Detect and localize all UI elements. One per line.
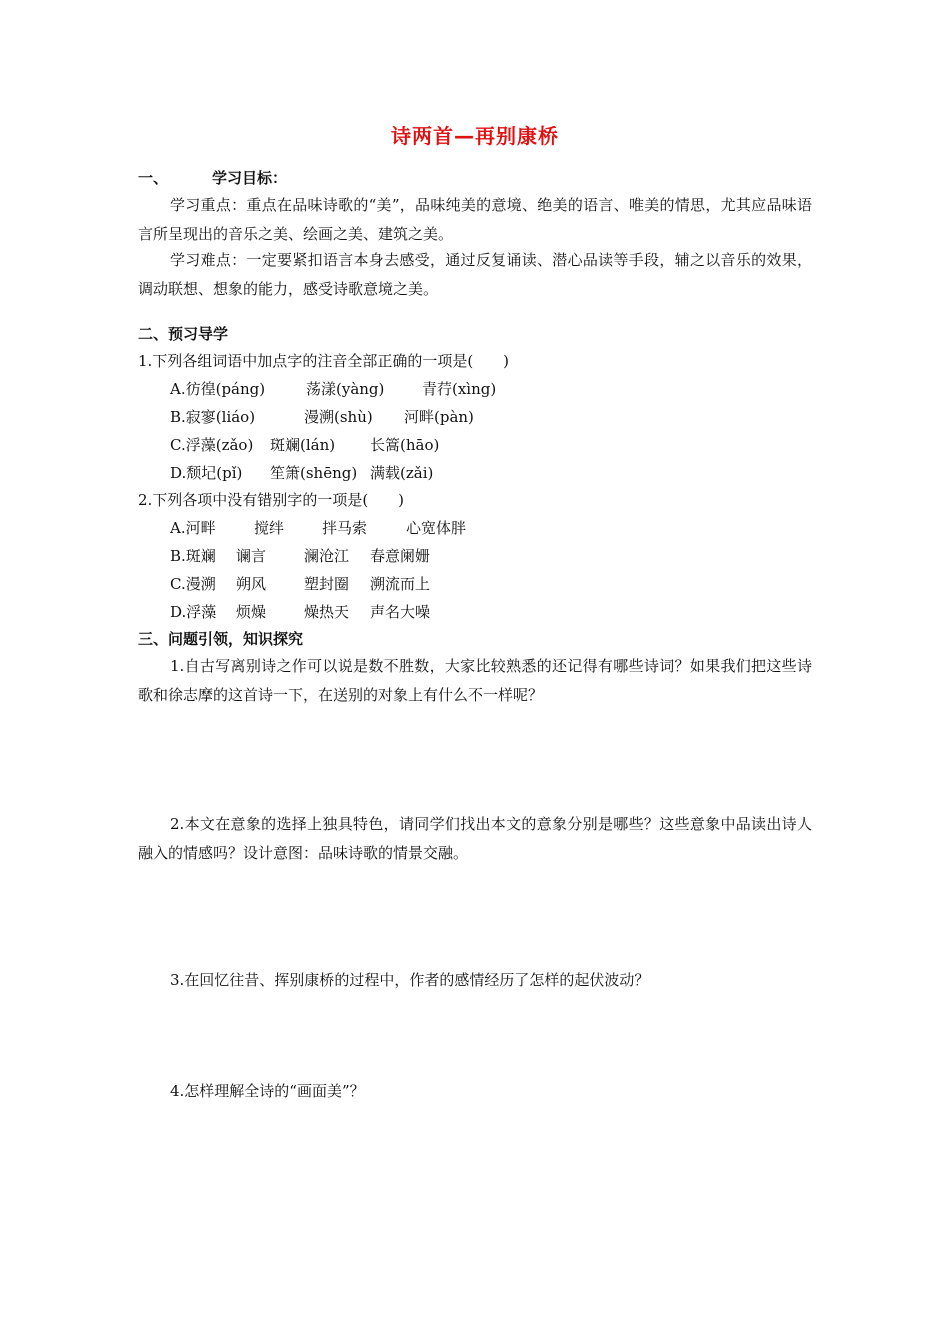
option-word: 满载(zǎi) xyxy=(370,464,434,482)
option-word: C.浮藻(zǎo) xyxy=(170,436,254,454)
section-1-heading: 学习目标： xyxy=(212,169,288,187)
option-word: 朔风 xyxy=(236,575,267,593)
option-word: 澜沧江 xyxy=(304,547,350,565)
option-word: 拌马索 xyxy=(322,519,368,537)
option-word: 烦燥 xyxy=(236,603,267,621)
option-word: 溯流而上 xyxy=(370,575,431,593)
inquiry-question-4: 4.怎样理解全诗的“画面美”？ xyxy=(170,1082,365,1100)
question-1-option-c xyxy=(170,435,439,455)
option-word: 荡漾(yàng) xyxy=(306,380,385,398)
section-2-heading: 二、预习导学 xyxy=(138,325,229,343)
section-1-number: 一、 xyxy=(138,169,169,187)
question-2-option-b xyxy=(170,546,430,566)
question-2-stem: 2.下列各项中没有错别字的一项是( ) xyxy=(138,491,405,509)
option-word: 谰言 xyxy=(236,547,267,565)
option-word: B.斑斓 xyxy=(170,547,216,565)
option-word: 笙箫(shēng) xyxy=(270,464,358,482)
page-title: 诗两首—再别康桥 xyxy=(391,124,559,148)
question-2-option-d xyxy=(170,602,430,622)
question-1-stem: 1.下列各组词语中加点字的注音全部正确的一项是( ) xyxy=(138,352,510,370)
option-word: D.浮藻 xyxy=(170,603,217,621)
question-1-option-b xyxy=(170,407,474,427)
option-word: C.漫溯 xyxy=(170,575,216,593)
option-word: 心宽体胖 xyxy=(406,519,467,537)
question-2-option-a xyxy=(170,518,466,538)
option-word: 青荇(xìng) xyxy=(422,380,497,398)
question-1-option-a xyxy=(170,379,496,399)
option-word: A.彷徨(páng) xyxy=(170,380,266,398)
inquiry-question-3: 3.在回忆往昔、挥别康桥的过程中，作者的感情经历了怎样的起伏波动？ xyxy=(170,971,650,989)
option-word: D.颓圮(pǐ) xyxy=(170,464,243,482)
section-3-heading: 三、问题引领，知识探究 xyxy=(138,630,304,648)
option-word: B.寂寥(liáo) xyxy=(170,408,256,426)
option-word: 河畔(pàn) xyxy=(404,408,474,426)
option-word: 斑斓(lán) xyxy=(270,436,336,454)
option-word: 塑封圈 xyxy=(304,575,350,593)
option-word: 声名大噪 xyxy=(370,603,431,621)
option-word: 春意阑姗 xyxy=(370,547,431,565)
option-word: 搅绊 xyxy=(254,519,285,537)
inquiry-question-1: 1.自古写离别诗之作可以说是数不胜数，大家比较熟悉的还记得有哪些诗词？如果我们把这些诗歌和徐志摩的这首诗一下，在送别的对象上有什么不一样呢？ xyxy=(138,657,812,704)
learning-focus: 学习重点：重点在品味诗歌的“美”，品味纯美的意境、绝美的语言、唯美的情思，尤其应品味语言所呈现出的音乐之美、绘画之美、建筑之美。 xyxy=(138,196,812,243)
option-word: 漫溯(shù) xyxy=(304,408,373,426)
option-word: 燥热天 xyxy=(304,603,350,621)
option-word: 长篙(hāo) xyxy=(370,436,440,454)
learning-difficulty: 学习难点：一定要紧扣语言本身去感受，通过反复诵读、潜心品读等手段，辅之以音乐的效果，调动联想、想象的能力，感受诗歌意境之美。 xyxy=(138,251,812,298)
option-word: A.河畔 xyxy=(170,519,216,537)
question-2-option-c xyxy=(170,574,430,594)
question-1-option-d xyxy=(170,463,433,483)
inquiry-question-2: 2.本文在意象的选择上独具特色，请同学们找出本文的意象分别是哪些？这些意象中品读出诗人融入的情感吗？设计意图：品味诗歌的情景交融。 xyxy=(138,815,812,862)
